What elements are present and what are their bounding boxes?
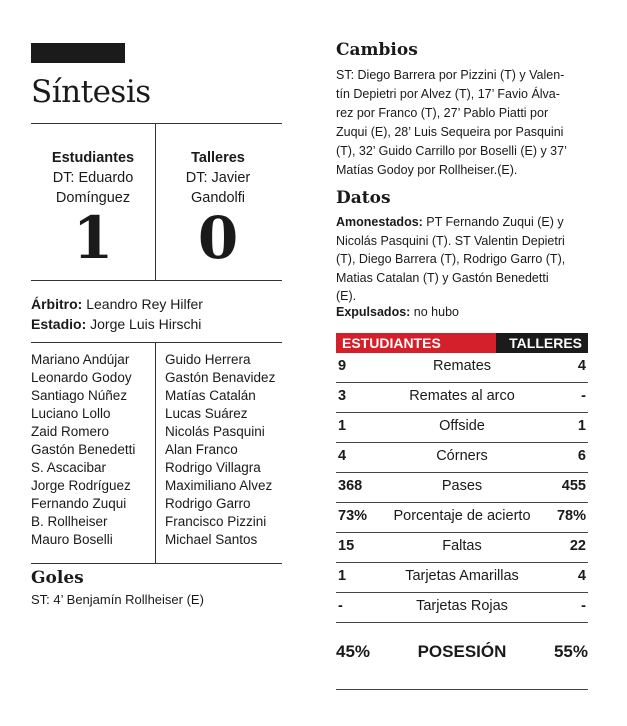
booked-line-text: PT Fernando Zuqui (E) y bbox=[422, 215, 564, 229]
stats-header bbox=[336, 333, 588, 353]
away-team bbox=[156, 148, 280, 208]
stat-away-value: - bbox=[581, 598, 586, 614]
list-item: Rodrigo Villagra bbox=[165, 460, 261, 475]
list-item: Gastón Benedetti bbox=[31, 442, 136, 457]
stat-row bbox=[336, 413, 588, 443]
stat-home-value: 368 bbox=[338, 478, 363, 494]
stadium-line bbox=[31, 314, 203, 334]
changes-line: (T), 32’ Guido Carrillo por Boselli (E) y 37’ bbox=[336, 144, 567, 158]
changes-line: Zuqui (E), 28’ Luis Sequeira por Pasquini bbox=[336, 125, 564, 139]
data-heading: Datos bbox=[336, 188, 391, 208]
stat-away-value: 4 bbox=[577, 568, 586, 584]
list-item: Santiago Núñez bbox=[31, 388, 128, 403]
away-score: 0 bbox=[197, 204, 239, 272]
stat-label: Pases bbox=[441, 478, 483, 494]
home-team bbox=[31, 148, 155, 208]
stadium-name: Jorge Luis Hirschi bbox=[90, 316, 202, 332]
list-item: S. Ascacibar bbox=[31, 460, 107, 475]
expelled-text bbox=[336, 303, 459, 321]
list-item: Guido Herrera bbox=[165, 352, 251, 367]
list-item: Luciano Lollo bbox=[31, 406, 111, 421]
list-item: B. Rollheiser bbox=[31, 514, 108, 529]
list-item: Alan Franco bbox=[165, 442, 238, 457]
stat-label: Remates al arco bbox=[409, 388, 515, 404]
stat-away-value: 1 bbox=[577, 418, 586, 434]
possession-home: 45% bbox=[336, 642, 371, 661]
list-item: Rodrigo Garro bbox=[165, 496, 251, 511]
booked-line: (E). bbox=[336, 289, 357, 303]
changes-line: rez por Franco (T), 27’ Pablo Piatti por bbox=[336, 106, 549, 120]
stat-row bbox=[336, 353, 588, 383]
list-item: Leonardo Godoy bbox=[31, 370, 132, 385]
referee-line bbox=[31, 294, 203, 314]
lineups bbox=[31, 342, 282, 564]
stat-label: Tarjetas Rojas bbox=[416, 598, 508, 614]
changes-heading: Cambios bbox=[336, 40, 418, 60]
changes-line: tín Depietri por Alvez (T), 17’ Favio Álva- bbox=[336, 87, 560, 101]
away-coach-line2: Gandolfi bbox=[190, 190, 245, 206]
home-lineup bbox=[31, 351, 135, 549]
stat-home-value: 1 bbox=[338, 568, 347, 584]
stat-label: Faltas bbox=[442, 538, 482, 554]
stat-label: Porcentaje de acierto bbox=[393, 508, 531, 524]
stat-label: Córners bbox=[436, 448, 488, 464]
booked-line: (T), Diego Barrera (T), Rodrigo Garro (T), bbox=[336, 252, 566, 266]
expelled-label: Expulsados: bbox=[336, 305, 411, 319]
header-bar bbox=[31, 43, 125, 63]
list-item: Francisco Pizzini bbox=[165, 514, 267, 529]
away-lineup bbox=[165, 351, 275, 549]
home-coach-line1: DT: Eduardo bbox=[52, 170, 134, 186]
stat-home-value: 73% bbox=[338, 508, 368, 524]
away-team-name: Talleres bbox=[191, 150, 245, 166]
stadium-label: Estadio: bbox=[31, 316, 87, 332]
scoreboard bbox=[31, 123, 282, 281]
page-title: Síntesis bbox=[31, 74, 151, 110]
stats-home-header: ESTUDIANTES bbox=[336, 333, 496, 353]
home-team-name: Estudiantes bbox=[51, 150, 135, 166]
stat-away-value: 22 bbox=[569, 538, 586, 554]
match-officials bbox=[31, 294, 203, 334]
stats-away-header: TALLERES bbox=[509, 335, 582, 351]
goals-heading: Goles bbox=[31, 568, 84, 588]
stat-row bbox=[336, 503, 588, 533]
stat-row bbox=[336, 383, 588, 413]
changes-line: Matías Godoy por Rollheiser.(E). bbox=[336, 163, 518, 177]
stat-away-value: 78% bbox=[556, 508, 586, 524]
away-coach-line1: DT: Javier bbox=[185, 170, 251, 186]
referee-name: Leandro Rey Hilfer bbox=[86, 296, 203, 312]
list-item: Matías Catalán bbox=[165, 388, 256, 403]
referee-label: Árbitro: bbox=[31, 296, 83, 312]
booked-text bbox=[336, 213, 592, 306]
stat-row bbox=[336, 593, 588, 623]
stat-home-value: 15 bbox=[338, 538, 355, 554]
goals-text: ST: 4’ Benjamín Rollheiser (E) bbox=[31, 592, 204, 607]
list-item: Jorge Rodríguez bbox=[31, 478, 131, 493]
divider bbox=[155, 343, 156, 563]
list-item: Zaid Romero bbox=[31, 424, 110, 439]
stat-away-value: 6 bbox=[577, 448, 586, 464]
booked-label: Amonestados: bbox=[336, 215, 423, 229]
possession-away: 55% bbox=[553, 642, 588, 661]
stat-row bbox=[336, 533, 588, 563]
changes-line: ST: Diego Barrera por Pizzini (T) y Valen- bbox=[336, 68, 565, 82]
list-item: Mauro Boselli bbox=[31, 532, 113, 547]
list-item: Lucas Suárez bbox=[165, 406, 248, 421]
booked-line: Nicolás Pasquini (T). ST Valentin Depietri bbox=[336, 233, 565, 248]
stat-row bbox=[336, 563, 588, 593]
stat-label: Tarjetas Amarillas bbox=[405, 568, 519, 584]
list-item: Michael Santos bbox=[165, 532, 258, 547]
list-item: Gastón Benavidez bbox=[165, 370, 276, 385]
possession-row bbox=[336, 620, 588, 690]
list-item: Nicolás Pasquini bbox=[165, 424, 265, 439]
stat-home-value: 9 bbox=[338, 358, 347, 374]
changes-text bbox=[336, 66, 594, 180]
stat-label: Offside bbox=[439, 418, 485, 434]
stat-away-value: 4 bbox=[577, 358, 586, 374]
stat-home-value: 4 bbox=[338, 448, 347, 464]
stat-label: Remates bbox=[432, 358, 492, 374]
possession-label: POSESIÓN bbox=[417, 642, 507, 661]
list-item: Mariano Andújar bbox=[31, 352, 130, 367]
expelled-value: no hubo bbox=[410, 305, 459, 319]
booked-line: Matias Catalan (T) y Gastón Benedetti bbox=[336, 270, 549, 285]
stat-away-value: - bbox=[581, 388, 586, 404]
booked-line bbox=[336, 213, 592, 232]
stat-away-value: 455 bbox=[561, 478, 586, 494]
home-score: 1 bbox=[72, 204, 114, 272]
stat-home-value: 1 bbox=[338, 418, 347, 434]
stat-home-value: 3 bbox=[338, 388, 347, 404]
list-item: Maximiliano Alvez bbox=[165, 478, 273, 493]
home-coach-line2: Domínguez bbox=[55, 190, 131, 206]
stat-row bbox=[336, 443, 588, 473]
list-item: Fernando Zuqui bbox=[31, 496, 127, 511]
stat-row bbox=[336, 473, 588, 503]
stat-home-value: - bbox=[338, 598, 343, 614]
